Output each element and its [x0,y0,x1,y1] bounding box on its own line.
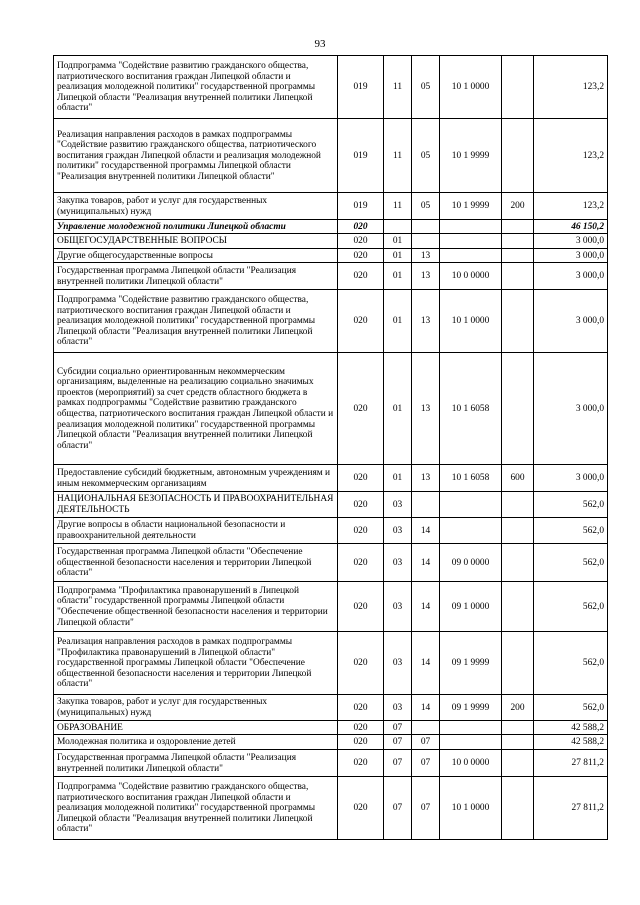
row-grbs-cell: 020 [338,234,384,249]
row-subsection-cell: 14 [412,582,440,632]
row-expense-type-cell [502,632,534,695]
row-expense-type-cell [502,777,534,840]
row-amount-cell: 562,0 [534,695,608,721]
row-section-cell: 01 [384,263,412,290]
row-name-cell: Подпрограмма "Содействие развитию гражданского общества, патриотического воспитания граждан Липецкой области и реализация молодежной политики" государственной программы Липецкой области "Реализация внутренней политики Липецкой области" [54,56,338,119]
row-expense-type-cell [502,234,534,249]
row-expense-type-cell [502,735,534,750]
row-grbs-cell: 020 [338,290,384,353]
row-target-item-cell: 09 1 0000 [440,582,502,632]
row-amount-cell: 123,2 [534,193,608,220]
row-amount-cell: 562,0 [534,492,608,518]
row-section-cell: 07 [384,750,412,777]
table-row [54,290,608,353]
row-target-item-cell [440,492,502,518]
row-grbs-cell: 020 [338,518,384,544]
row-section-cell: 11 [384,56,412,119]
row-grbs-cell: 020 [338,721,384,735]
row-amount-cell: 562,0 [534,632,608,695]
row-name-cell: Государственная программа Липецкой области "Реализация внутренней политики Липецкой области" [54,263,338,290]
row-section-cell: 01 [384,249,412,263]
row-subsection-cell: 13 [412,465,440,492]
table-row [54,721,608,735]
table-row [54,234,608,249]
table-row [54,632,608,695]
row-amount-cell: 42 588,2 [534,721,608,735]
row-target-item-cell [440,234,502,249]
row-grbs-cell: 020 [338,695,384,721]
row-target-item-cell: 10 1 9999 [440,119,502,193]
row-grbs-cell: 020 [338,492,384,518]
row-section-cell: 07 [384,735,412,750]
row-name-cell: ОБРАЗОВАНИЕ [54,721,338,735]
row-name-cell: Государственная программа Липецкой области "Обеспечение общественной безопасности населения и территории Липецкой области" [54,544,338,582]
table-row [54,353,608,465]
row-expense-type-cell [502,582,534,632]
row-section-cell: 03 [384,544,412,582]
row-target-item-cell [440,249,502,263]
row-expense-type-cell [502,721,534,735]
table-row [54,465,608,492]
row-expense-type-cell [502,290,534,353]
row-expense-type-cell [502,249,534,263]
row-subsection-cell: 05 [412,56,440,119]
row-target-item-cell [440,220,502,234]
table-row [54,263,608,290]
row-subsection-cell [412,234,440,249]
row-name-cell: Реализация направления расходов в рамках подпрограммы "Профилактика правонарушений в Липецкой области" государственной программы Липецкой области "Обеспечение общественной безопасности населения и территории Липецкой области" [54,632,338,695]
row-section-cell: 03 [384,518,412,544]
table-row [54,220,608,234]
row-subsection-cell: 13 [412,290,440,353]
row-grbs-cell: 020 [338,544,384,582]
row-grbs-cell: 020 [338,750,384,777]
row-target-item-cell: 10 0 0000 [440,263,502,290]
row-subsection-cell: 14 [412,695,440,721]
row-target-item-cell: 10 1 0000 [440,56,502,119]
row-expense-type-cell: 600 [502,465,534,492]
row-name-cell: Подпрограмма "Содействие развитию гражданского общества, патриотического воспитания граждан Липецкой области и реализация молодежной политики" государственной программы Липецкой области "Реализация внутренней политики Липецкой области" [54,777,338,840]
row-subsection-cell: 14 [412,544,440,582]
row-target-item-cell: 10 1 6058 [440,465,502,492]
table-row [54,582,608,632]
row-amount-cell: 3 000,0 [534,249,608,263]
table-row [54,492,608,518]
row-expense-type-cell [502,220,534,234]
row-name-cell: Управление молодежной политики Липецкой области [54,220,338,234]
table-row [54,735,608,750]
row-grbs-cell: 020 [338,465,384,492]
row-subsection-cell: 05 [412,119,440,193]
row-section-cell: 11 [384,193,412,220]
row-expense-type-cell: 200 [502,193,534,220]
row-section-cell: 03 [384,582,412,632]
row-name-cell: Предоставление субсидий бюджетным, автономным учреждениям и иным некоммерческим организациям [54,465,338,492]
row-expense-type-cell: 200 [502,695,534,721]
row-amount-cell: 3 000,0 [534,465,608,492]
row-target-item-cell: 10 0 0000 [440,750,502,777]
row-section-cell: 01 [384,465,412,492]
row-grbs-cell: 019 [338,56,384,119]
row-name-cell: Реализация направления расходов в рамках подпрограммы "Содействие развитию гражданского общества, патриотического воспитания граждан Липецкой области и реализация молодежной политики" государственной программы Липецкой области "Реализация внутренней политики Липецкой области" [54,119,338,193]
row-grbs-cell: 019 [338,193,384,220]
row-name-cell: Другие общегосударственные вопросы [54,249,338,263]
row-grbs-cell: 020 [338,777,384,840]
row-grbs-cell: 020 [338,353,384,465]
row-section-cell: 03 [384,695,412,721]
row-subsection-cell [412,721,440,735]
row-section-cell: 01 [384,290,412,353]
row-amount-cell: 42 588,2 [534,735,608,750]
row-name-cell: Другие вопросы в области национальной безопасности и правоохранительной деятельности [54,518,338,544]
row-amount-cell: 3 000,0 [534,234,608,249]
row-amount-cell: 123,2 [534,119,608,193]
row-target-item-cell: 10 1 0000 [440,290,502,353]
row-name-cell: Закупка товаров, работ и услуг для государственных (муниципальных) нужд [54,193,338,220]
row-name-cell: НАЦИОНАЛЬНАЯ БЕЗОПАСНОСТЬ И ПРАВООХРАНИТЕЛЬНАЯ ДЕЯТЕЛЬНОСТЬ [54,492,338,518]
row-expense-type-cell [502,263,534,290]
row-section-cell [384,220,412,234]
row-grbs-cell: 020 [338,263,384,290]
row-subsection-cell: 13 [412,353,440,465]
row-subsection-cell: 05 [412,193,440,220]
row-amount-cell: 3 000,0 [534,290,608,353]
row-subsection-cell: 07 [412,777,440,840]
row-section-cell: 07 [384,721,412,735]
row-grbs-cell: 020 [338,735,384,750]
row-amount-cell: 3 000,0 [534,263,608,290]
row-name-cell: Подпрограмма "Профилактика правонарушений в Липецкой области" государственной программы Липецкой области "Обеспечение общественной безопасности населения и территории Липецкой области" [54,582,338,632]
row-target-item-cell: 09 0 0000 [440,544,502,582]
row-grbs-cell: 020 [338,632,384,695]
row-amount-cell: 562,0 [534,582,608,632]
row-expense-type-cell [502,353,534,465]
row-target-item-cell [440,721,502,735]
row-target-item-cell [440,518,502,544]
row-expense-type-cell [502,544,534,582]
row-expense-type-cell [502,750,534,777]
row-section-cell: 01 [384,234,412,249]
row-section-cell: 03 [384,492,412,518]
row-target-item-cell: 10 1 6058 [440,353,502,465]
row-section-cell: 07 [384,777,412,840]
row-amount-cell: 27 811,2 [534,777,608,840]
row-subsection-cell: 07 [412,750,440,777]
row-name-cell: ОБЩЕГОСУДАРСТВЕННЫЕ ВОПРОСЫ [54,234,338,249]
row-amount-cell: 46 150,2 [534,220,608,234]
row-subsection-cell [412,220,440,234]
row-amount-cell: 27 811,2 [534,750,608,777]
row-expense-type-cell [502,492,534,518]
table-row [54,119,608,193]
row-subsection-cell: 13 [412,263,440,290]
table-row [54,777,608,840]
row-grbs-cell: 020 [338,249,384,263]
table-row [54,193,608,220]
row-name-cell: Субсидии социально ориентированным некоммерческим организациям, выделенные на реализацию социально значимых проектов (мероприятий) за счет средств областного бюджета в рамках подпрограммы "Содействие развитию гражданского общества, патриотического воспитания граждан Липецкой области и реализация молодежной политики" государственной программы Липецкой области "Реализация внутренней политики Липецкой области" [54,353,338,465]
row-amount-cell: 123,2 [534,56,608,119]
row-target-item-cell: 10 1 9999 [440,193,502,220]
row-section-cell: 01 [384,353,412,465]
row-name-cell: Молодежная политика и оздоровление детей [54,735,338,750]
row-target-item-cell: 10 1 0000 [440,777,502,840]
row-expense-type-cell [502,119,534,193]
row-subsection-cell [412,492,440,518]
table-body [54,56,608,840]
row-target-item-cell [440,735,502,750]
budget-table [53,55,608,840]
table-row [54,750,608,777]
table-row [54,249,608,263]
row-subsection-cell: 14 [412,518,440,544]
page-number: 93 [314,38,326,50]
row-name-cell: Закупка товаров, работ и услуг для государственных (муниципальных) нужд [54,695,338,721]
row-amount-cell: 3 000,0 [534,353,608,465]
row-target-item-cell: 09 1 9999 [440,695,502,721]
row-subsection-cell: 13 [412,249,440,263]
row-subsection-cell: 07 [412,735,440,750]
row-target-item-cell: 09 1 9999 [440,632,502,695]
row-section-cell: 03 [384,632,412,695]
row-expense-type-cell [502,518,534,544]
row-name-cell: Подпрограмма "Содействие развитию гражданского общества, патриотического воспитания граждан Липецкой области и реализация молодежной политики" государственной программы Липецкой области "Реализация внутренней политики Липецкой области" [54,290,338,353]
row-section-cell: 11 [384,119,412,193]
row-name-cell: Государственная программа Липецкой области "Реализация внутренней политики Липецкой области" [54,750,338,777]
row-amount-cell: 562,0 [534,544,608,582]
table-row [54,56,608,119]
row-amount-cell: 562,0 [534,518,608,544]
table-row [54,695,608,721]
row-grbs-cell: 020 [338,220,384,234]
row-grbs-cell: 020 [338,582,384,632]
table-row [54,518,608,544]
row-grbs-cell: 019 [338,119,384,193]
row-subsection-cell: 14 [412,632,440,695]
row-expense-type-cell [502,56,534,119]
table-row [54,544,608,582]
